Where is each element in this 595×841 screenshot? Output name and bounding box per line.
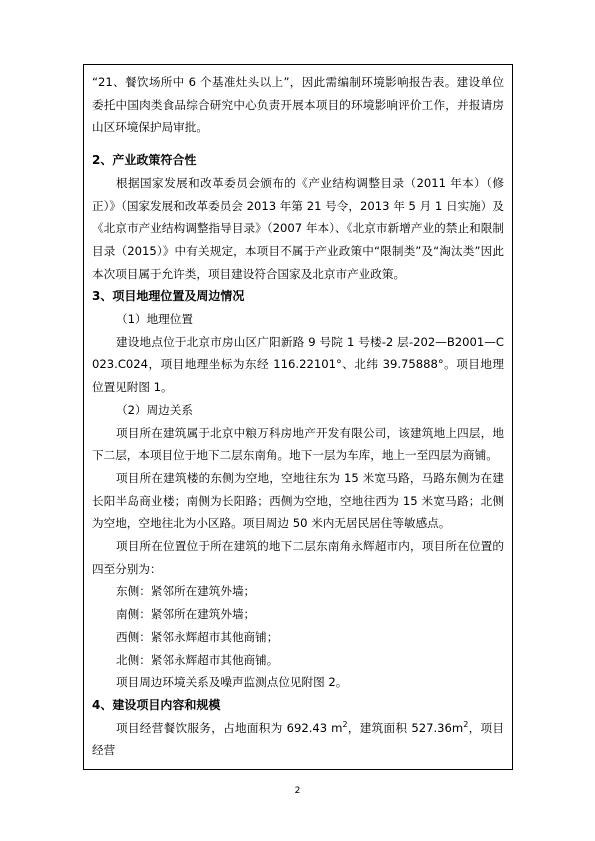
appendix-note: 项目周边环境关系及噪声监测点位见附图 2。	[116, 675, 348, 690]
area-unit-superscript: 2	[342, 719, 348, 729]
location-paragraph: 建设地点位于北京市房山区广阳新路 9 号院 1 号楼-2 层-202—B2001—C023.C024，项目地理坐标为东经 116.22101°、北纬 39.75888°。项目地理位置见附图 1。	[92, 334, 504, 395]
spacer	[92, 139, 504, 149]
document-body	[92, 71, 504, 762]
intro-paragraph: “21、餐饮场所中 6 个基准灶头以上”，因此需编制环境影响报告表。建设单位委托中国肉类食品综合研究中心负责开展本项目的环境影响评价工作，并报请房山区环境保护局审批。	[92, 75, 504, 135]
section-2-heading: 2、产业政策符合性	[92, 153, 197, 168]
page-number: 2	[294, 786, 301, 796]
scale-paragraph	[92, 717, 504, 762]
area-unit-superscript: 2	[463, 719, 469, 729]
section-4-heading: 4、建设项目内容和规模	[92, 697, 221, 712]
boundary-west: 西侧：紧邻永辉超市其他商铺；	[116, 629, 279, 644]
document-frame	[83, 64, 513, 770]
surroundings-paragraph-1: 项目所在建筑属于北京中粮万科房地产开发有限公司，该建筑地上四层，地下二层，本项目位于地下二层东南角。地下一层为车库，地上一至四层为商铺。	[92, 425, 504, 463]
scale-text-c: ，项目经营	[92, 720, 504, 758]
boundary-south: 南侧：紧邻所在建筑外墙；	[116, 607, 256, 622]
surroundings-paragraph-2: 项目所在建筑楼的东侧为空地，空地往东为 15 米宽马路，马路东侧为在建长阳半岛商业楼；南侧为长阳路；西侧为空地，空地往西为 15 米宽马路；北侧为空地，空地往北为小区路。项目周边 50 米内无居民居住等敏感点。	[92, 470, 504, 531]
boundary-north: 北侧：紧邻永辉超市其他商铺。	[116, 652, 279, 667]
industry-policy-paragraph: 根据国家发展和改革委员会颁布的《产业结构调整目录（2011 年本）（修正）》（国家发展和改革委员会 2013 年第 21 号令，2013 年 5 月 1 日实施）及《北京市产业结构调整指导目录》（2007 年本）、《北京市新增产业的禁止和限制目录（2015）》中有关规定，本项目不属于产业政策中“限制类”及“淘汰类”因此本次项目属于允许类，项目建设符合国家及北京市产业政策。	[92, 175, 504, 281]
subsection-surroundings-heading: （2）周边关系	[116, 402, 193, 417]
scale-text-b: ，建筑面积 527.36m	[347, 720, 464, 735]
surroundings-paragraph-3: 项目所在位置位于所在建筑的地下二层东南角永辉超市内，项目所在位置的四至分别为：	[92, 539, 504, 576]
subsection-location-heading: （1）地理位置	[116, 312, 193, 327]
scale-text-a: 项目经营餐饮服务，占地面积为 692.43 m	[116, 720, 343, 735]
boundary-east: 东侧：紧邻所在建筑外墙；	[116, 584, 256, 599]
section-3-heading: 3、项目地理位置及周边情况	[92, 289, 245, 304]
